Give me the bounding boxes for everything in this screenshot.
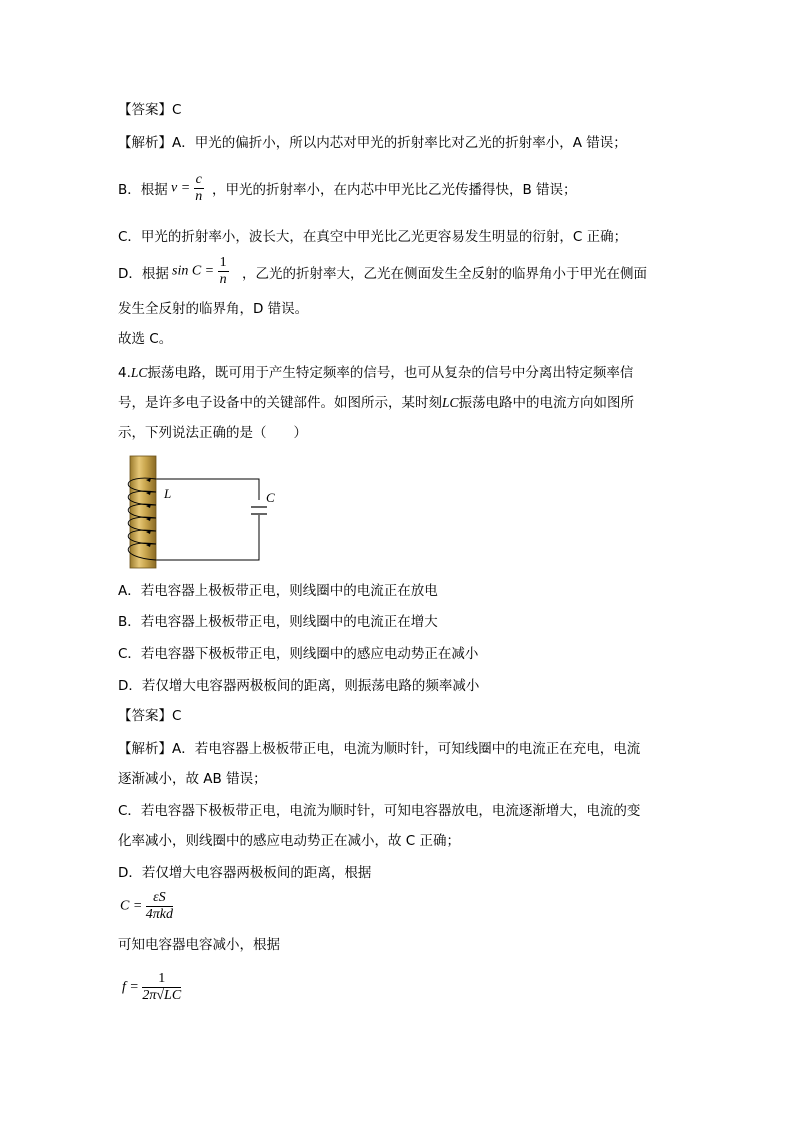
answer-line: 【答案】C (118, 102, 182, 118)
q4-stem-line2-b: 振荡电路中的电流方向如图所 (458, 395, 635, 411)
q4-stem-line2 (118, 394, 634, 412)
option-d: D．若仅增大电容器两极板间的距离，则振荡电路的频率减小 (118, 678, 480, 694)
formula-frequency (122, 971, 181, 1004)
formula-capacitance-fraction (146, 890, 173, 923)
analysis-d-prefix: D．根据 (118, 266, 169, 282)
formula-frequency-den-prefix: 2π (142, 988, 157, 1003)
q4-answer-line: 【答案】C (118, 708, 182, 724)
option-a: A．若电容器上极板带正电，则线圈中的电流正在放电 (118, 583, 438, 599)
analysis-b-prefix: B．根据 (118, 182, 168, 198)
q4-analysis-line5: D．若仅增大电容器两极板间的距离，根据 (118, 865, 372, 881)
formula-sinc-lhs: sin C = (172, 263, 215, 279)
formula-frequency-lhs: f = (122, 979, 139, 995)
formula-v-lhs: v = (171, 180, 191, 196)
formula-frequency-den: 2π√LC (142, 988, 182, 1003)
formula-frequency-den-root: LC (164, 988, 182, 1003)
capacitor-label: C (266, 490, 275, 505)
formula-v-fraction (194, 172, 204, 205)
formula-frequency-num: 1 (142, 971, 181, 988)
q4-stem-line3: 示，下列说法正确的是（ ） (118, 425, 307, 441)
inductor-core (130, 456, 156, 568)
formula-capacitance (120, 890, 173, 923)
q4-number: 4. (118, 365, 131, 381)
analysis-c: C．甲光的折射率小，波长大，在真空中甲光比乙光更容易发生明显的衍射，C 正确； (118, 229, 628, 245)
lc-circuit-figure (112, 452, 292, 582)
q4-lc: LC (130, 365, 148, 380)
analysis-b-suffix: ，甲光的折射率小，在内芯中甲光比乙光传播得快，B 错误； (212, 182, 577, 198)
q4-analysis-line6: 可知电容器电容减小，根据 (118, 937, 280, 953)
q4-stem-line1 (118, 364, 633, 382)
analysis-b (118, 181, 168, 199)
analysis-d-line2: 发生全反射的临界角，D 错误。 (118, 301, 309, 317)
q4-stem-line1-rest: 振荡电路，既可用于产生特定频率的信号，也可从复杂的信号中分离出特定频率信 (147, 365, 634, 381)
analysis-d-suffix: ，乙光的折射率大，乙光在侧面发生全反射的临界角小于甲光在侧面 (242, 266, 647, 282)
q4-lc-2: LC (442, 395, 459, 410)
q4-analysis-line4: 化率减小，则线圈中的感应电动势正在减小，故 C 正确； (118, 833, 461, 849)
q4-stem-line2-a: 号，是许多电子设备中的关键部件。如图所示，某时刻 (118, 395, 442, 411)
q4-analysis-line3: C．若电容器下极板带正电，电流为顺时针，可知电容器放电，电流逐渐增大，电流的变 (118, 803, 641, 819)
circuit-wire (156, 479, 259, 560)
option-c: C．若电容器下极板带正电，则线圈中的感应电动势正在减小 (118, 646, 479, 662)
q4-analysis-line2: 逐渐减小，故 AB 错误； (118, 771, 267, 787)
q4-analysis-line1: 【解析】A．若电容器上极板带正电，电流为顺时针，可知线圈中的电流正在充电，电流 (118, 741, 641, 757)
inductor-label: L (164, 486, 172, 501)
formula-capacitance-den: 4πkd (145, 907, 174, 922)
option-b: B．若电容器上极板带正电，则线圈中的电流正在增大 (118, 614, 438, 630)
formula-capacitance-num: εS (146, 890, 173, 907)
formula-v (171, 172, 204, 205)
formula-sinc (172, 255, 229, 288)
formula-v-num: c (195, 172, 202, 187)
formula-sinc-den: n (219, 272, 227, 287)
analysis-a: 【解析】A．甲光的偏折小，所以内芯对甲光的折射率比对乙光的折射率小，A 错误； (118, 135, 627, 151)
formula-v-den: n (195, 189, 203, 204)
formula-capacitance-lhs: C = (120, 898, 143, 914)
formula-sinc-num: 1 (219, 255, 227, 270)
choose-line: 故选 C。 (118, 331, 173, 347)
formula-sinc-fraction (218, 255, 229, 288)
formula-frequency-fraction (142, 971, 181, 1004)
